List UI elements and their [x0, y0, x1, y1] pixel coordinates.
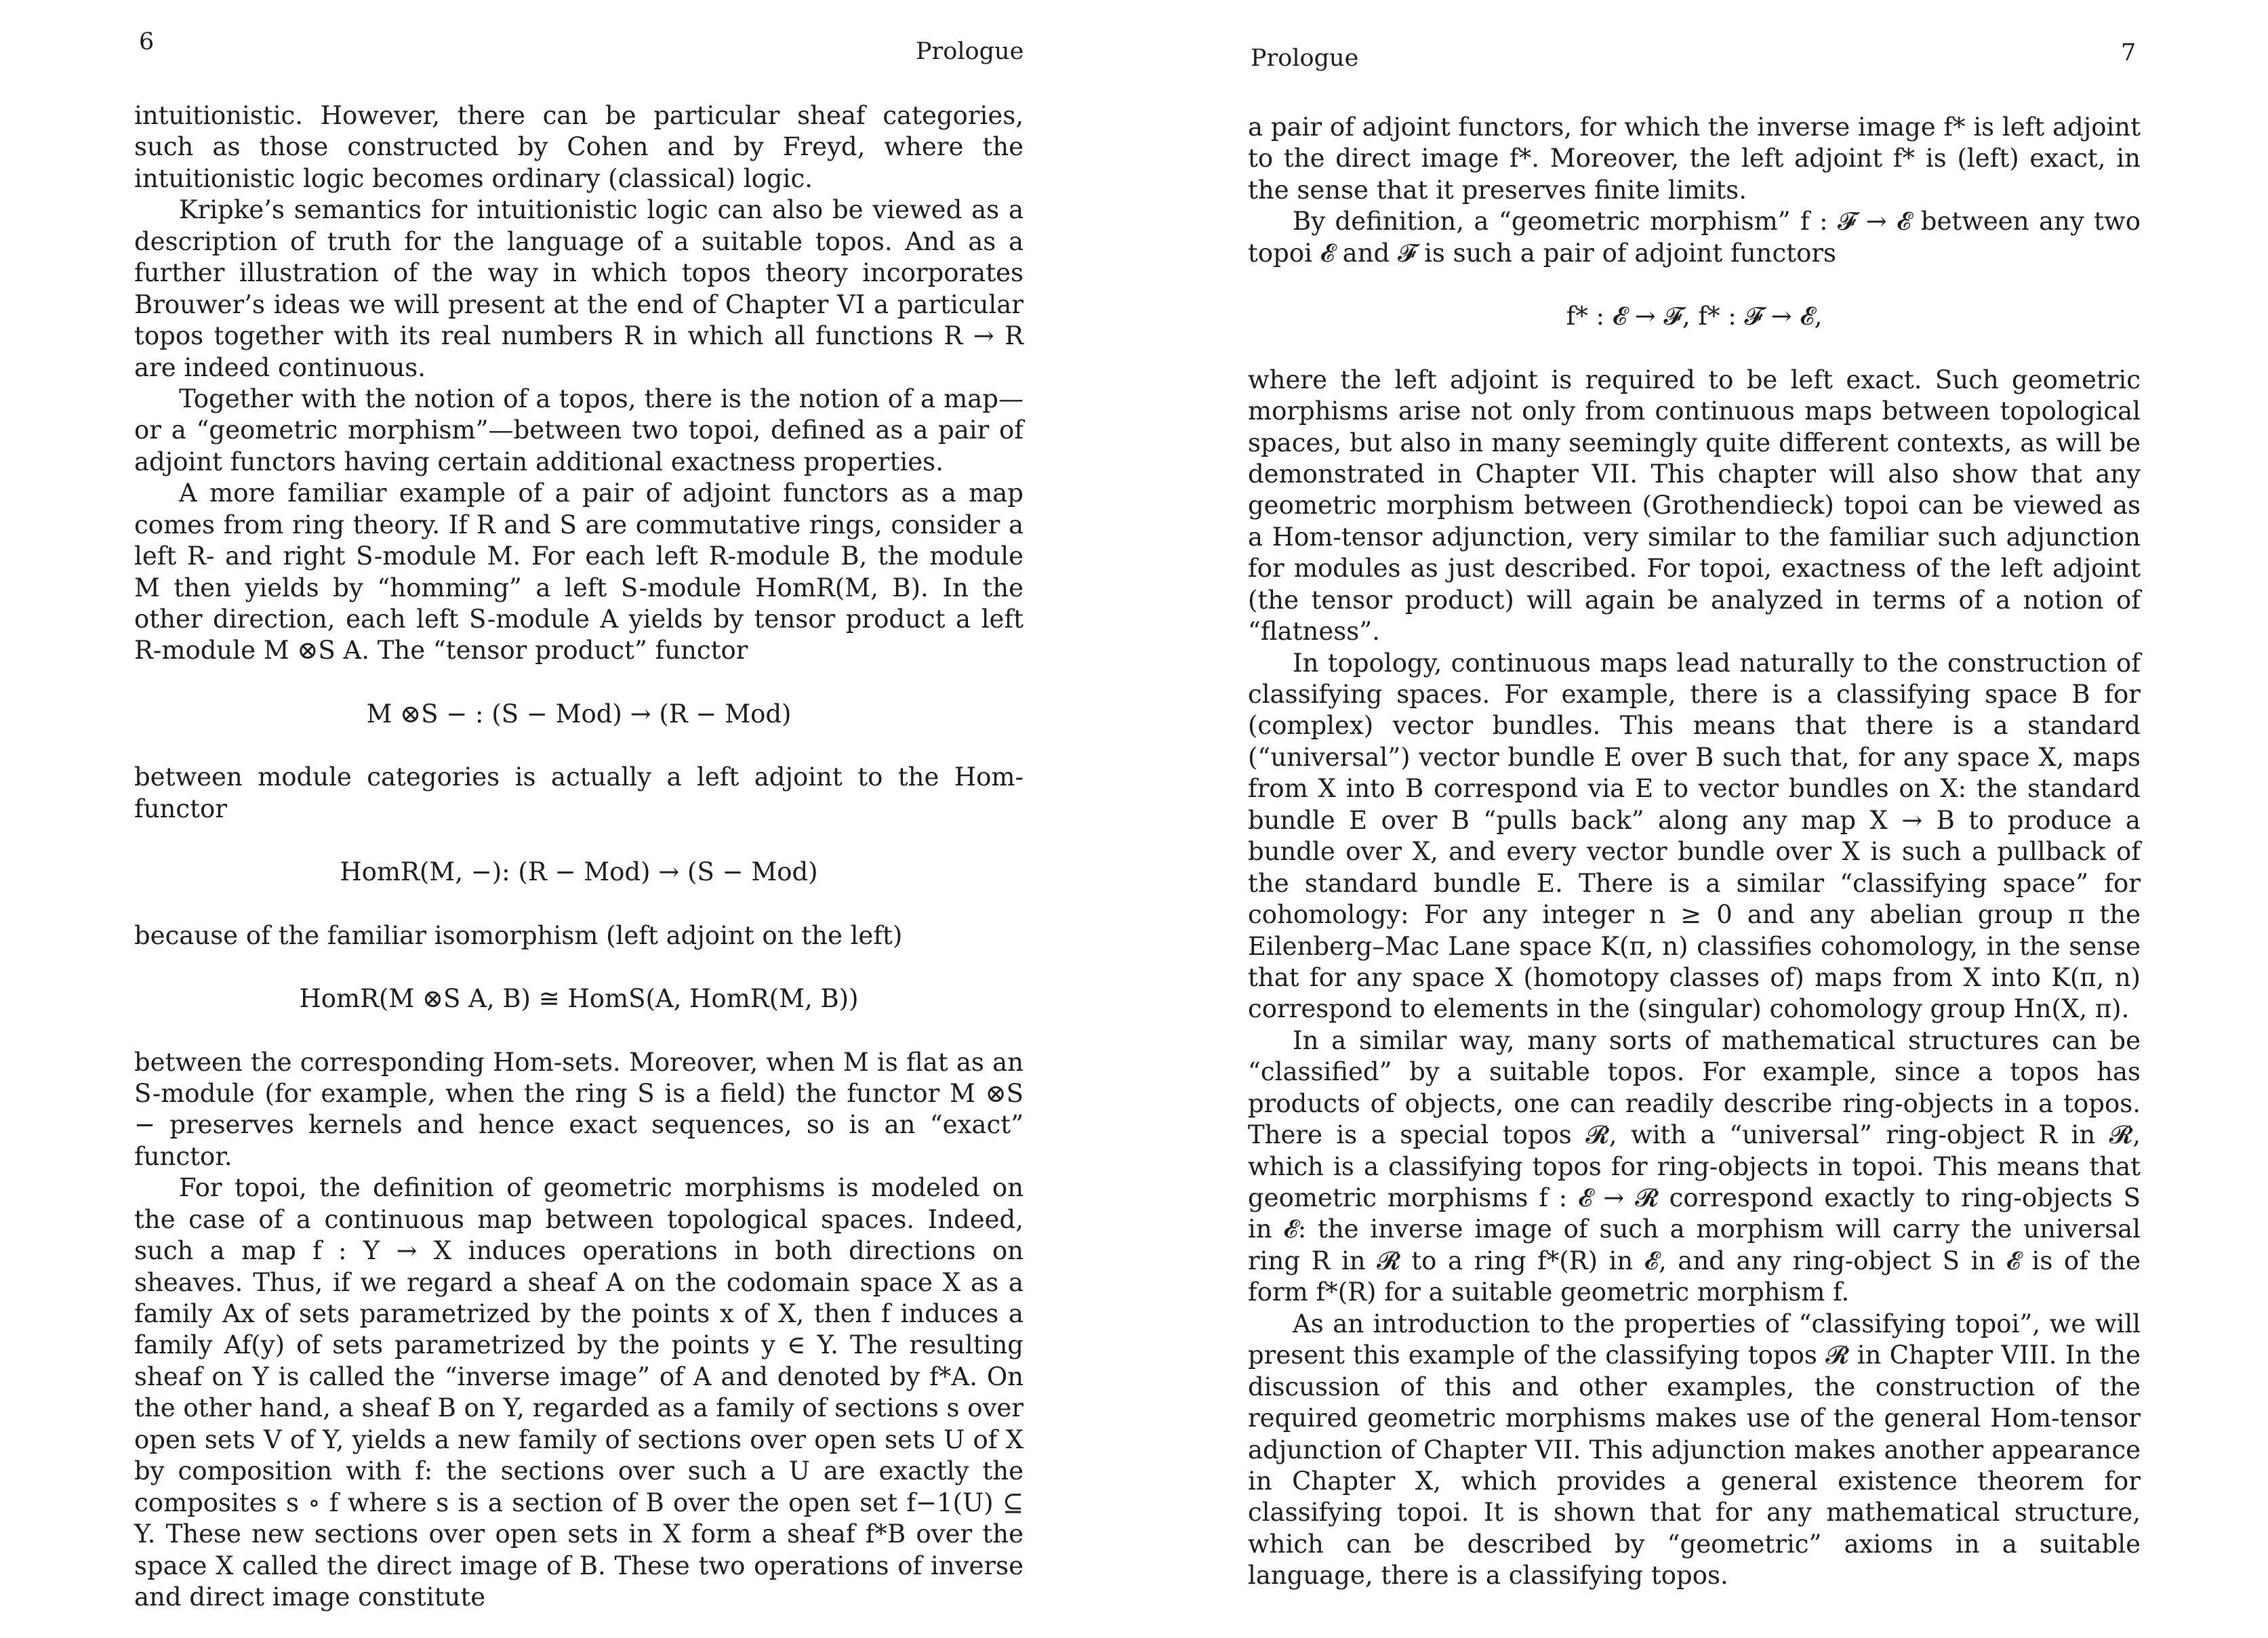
paragraph: intuitionistic. However, there can be particular sheaf categories, such as those constructed by Cohen and by Freyd, where the intuitionistic logic becomes ordinary (classical) logic.	[134, 101, 1024, 193]
left-page-text	[134, 100, 1024, 1613]
page-number: 6	[139, 28, 155, 56]
paragraph: As an introduction to the properties of “classifying topoi”, we will present this example of the classifying topos 𝓡 in Chapter VIII. In the discussion of this and other examples, the construction of the required geometric morphisms makes use of the general Hom-tensor adjunction of Chapter VII. This adjunction makes another appearance in Chapter X, which provides a general existence theorem for classifying topoi. It is shown that for any mathematical structure, which can be described by “geometric” axioms in a suitable language, there is a classifying topos.	[1248, 1309, 2141, 1591]
running-head: Prologue	[1251, 45, 1359, 72]
paragraph: because of the familiar isomorphism (left adjoint on the left)	[134, 920, 903, 950]
paragraph: Kripke’s semantics for intuitionistic logic can also be viewed as a description of truth for the language of a suitable topos. And as a further illustration of the way in which topos theory incorporates Brouwer’s ideas we will present at the end of Chapter VI a particular topos together with its real numbers R in which all functions R → R are indeed continuous.	[134, 195, 1024, 382]
paragraph: For topoi, the definition of geometric morphisms is modeled on the case of a continuous map between topological spaces. Indeed, such a map f : Y → X induces operations in both directions on sheaves. Thus, if we regard a sheaf A on the codomain space X as a family Ax of sets parametrized by the points x of X, then f induces a family Af(y) of sets parametrized by the points y ∈ Y. The resulting sheaf on Y is called the “inverse image” of A and denoted by f*A. On the other hand, a sheaf B on Y, regarded as a family of sections s over open sets V of Y, yields a new family of sections over open sets U of X by composition with f: the sections over such a U are exactly the composites s ∘ f where s is a section of B over the open set f−1(U) ⊆ Y. These new sections over open sets in X form a sheaf f*B over the space X called the direct image of B. These two operations of inverse and direct image constitute	[134, 1173, 1024, 1612]
paragraph: In a similar way, many sorts of mathematical structures can be “classified” by a suitable topos. For example, since a topos has products of objects, one can readily describe ring-objects in a topos. There is a special topos 𝓡, with a “universal” ring-object R in 𝓡, which is a classifying topos for ring-objects in topoi. This means that geometric morphisms f : 𝓔 → 𝓡 correspond exactly to ring-objects S in 𝓔: the inverse image of such a morphism will carry the universal ring R in 𝓡 to a ring f*(R) in 𝓔, and any ring-object S in 𝓔 is of the form f*(R) for a suitable geometric morphism f.	[1248, 1025, 2141, 1307]
paragraph: A more familiar example of a pair of adjoint functors as a map comes from ring theory. If R and S are commutative rings, consider a left R- and right S-module M. For each left R-module B, the module M then yields by “homming” a left S-module HomR(M, B). In the other direction, each left S-module A yields by tensor product a left R-module M ⊗S A. The “tensor product” functor	[134, 478, 1024, 666]
paragraph: a pair of adjoint functors, for which the inverse image f* is left adjoint to the direct image f*. Moreover, the left adjoint f* is (left) exact, in the sense that it preserves finite limits.	[1248, 112, 2141, 205]
display-formula: M ⊗S − : (S − Mod) → (R − Mod)	[366, 699, 792, 729]
paragraph: between module categories is actually a left adjoint to the Hom-functor	[134, 762, 1024, 823]
paragraph: between the corresponding Hom-sets. Moreover, when M is flat as an S-module (for example, when the ring S is a field) the functor M ⊗S − preserves kernels and hence exact sequences, so is an “exact” functor.	[134, 1047, 1024, 1171]
display-formula: HomR(M ⊗S A, B) ≅ HomS(A, HomR(M, B))	[299, 984, 859, 1014]
right-page-text	[1248, 112, 2141, 1592]
display-formula: f* : 𝓔 → 𝓕, f* : 𝓕 → 𝓔,	[1566, 302, 1823, 331]
running-head: Prologue	[916, 38, 1024, 65]
paragraph: where the left adjoint is required to be left exact. Such geometric morphisms arise not only from continuous maps between topological spaces, but also in many seemingly quite different contexts, as will be demonstrated in Chapter VII. This chapter will also show that any geometric morphism between (Grothendieck) topoi can be viewed as a Hom-tensor adjunction, very similar to the familiar such adjunction for modules as just described. For topoi, exactness of the left adjoint (the tensor product) will again be analyzed in terms of a notion of “flatness”.	[1248, 365, 2141, 647]
paragraph: In topology, continuous maps lead naturally to the construction of classifying spaces. For example, there is a classifying space B for (complex) vector bundles. This means that there is a standard (“universal”) vector bundle E over B such that, for any space X, maps from X into B correspond via E to vector bundles on X: the standard bundle E over B “pulls back” along any map X → B to produce a bundle over X, and every vector bundle over X is such a pullback of the standard bundle E. There is a similar “classifying space” for cohomology: For any integer n ≥ 0 and any abelian group π the Eilenberg–Mac Lane space K(π, n) classifies cohomology, in the sense that for any space X (homotopy classes of) maps from X into K(π, n) correspond to elements in the (singular) cohomology group Hn(X, π).	[1248, 648, 2141, 1024]
paragraph: Together with the notion of a topos, there is the notion of a map—or a “geometric morphism”—between two topoi, defined as a pair of adjoint functors having certain additional exactness properties.	[134, 384, 1024, 476]
display-formula: HomR(M, −): (R − Mod) → (S − Mod)	[340, 857, 818, 887]
right-page	[1134, 0, 2268, 1638]
paragraph: By definition, a “geometric morphism” f : 𝓕 → 𝓔 between any two topoi 𝓔 and 𝓕 is such a pair of adjoint functors	[1248, 207, 2141, 268]
page-number: 7	[2121, 39, 2137, 66]
